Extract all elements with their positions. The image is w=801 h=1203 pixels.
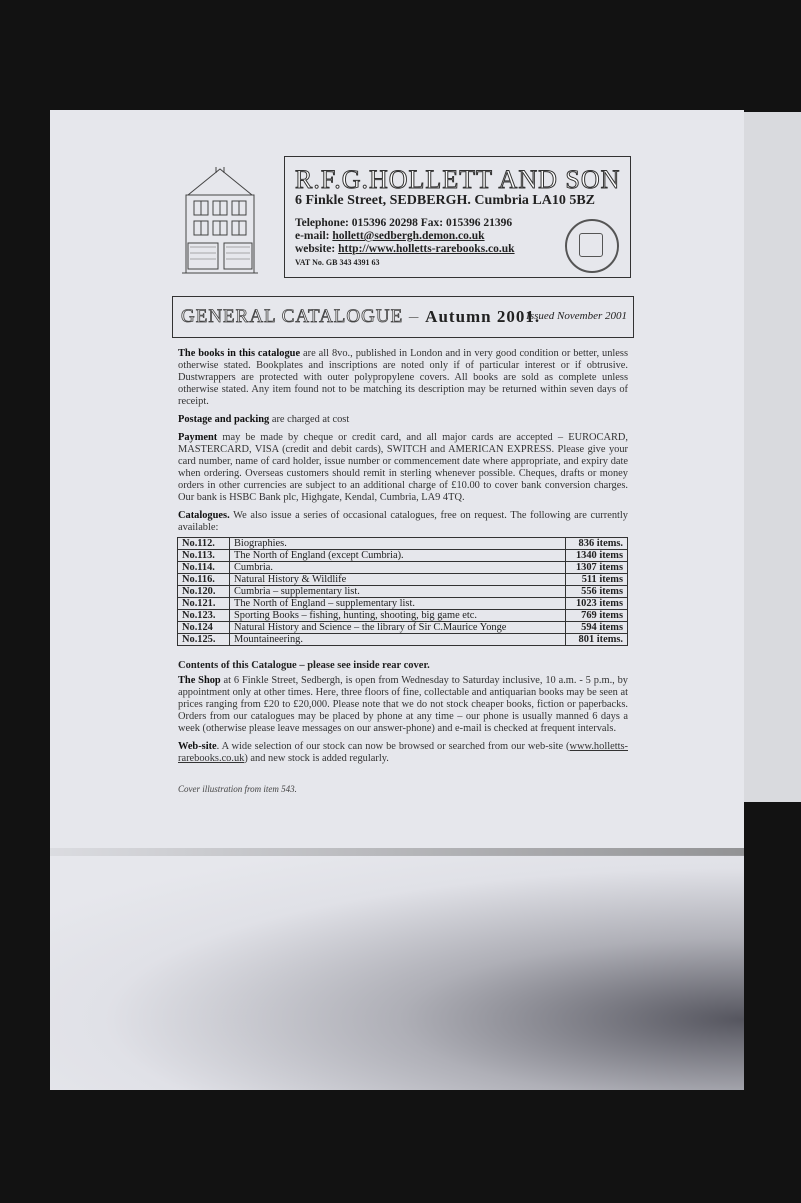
contact-block [295, 217, 515, 269]
catalogue-subject: The North of England (except Cumbria). [230, 550, 566, 562]
catalogue-count: 594 items [566, 622, 628, 634]
catalogue-title [181, 306, 540, 328]
web-paragraph [178, 741, 628, 765]
catalogue-issued-date: Issued November 2001 [526, 310, 627, 322]
catalogues-lead: Catalogues. [178, 510, 230, 521]
contents-note: Contents of this Catalogue – please see inside rear cover. [178, 660, 430, 671]
web-text: . A wide selection of our stock can now be browsed or searched from our web-site ( [216, 741, 570, 752]
catalogue-number: No.121. [178, 598, 230, 610]
catalogue-number: No.116. [178, 574, 230, 586]
catalogue-season: Autumn 2001. [425, 307, 541, 326]
table-row [178, 610, 628, 622]
table-row [178, 562, 628, 574]
catalogue-count: 1023 items [566, 598, 628, 610]
shop-paragraph [178, 675, 628, 735]
catalogue-number: No.112. [178, 538, 230, 550]
table-row [178, 598, 628, 610]
email-label: e-mail: [295, 230, 333, 242]
catalogue-count: 1340 items [566, 550, 628, 562]
intro-text [178, 348, 628, 540]
postage-text: are charged at cost [269, 414, 350, 425]
catalogue-count: 511 items [566, 574, 628, 586]
website-link[interactable]: http://www.holletts-rarebooks.co.uk [338, 243, 515, 255]
table-row [178, 538, 628, 550]
email-line [295, 230, 515, 243]
catalogue-count: 769 items [566, 610, 628, 622]
books-paragraph [178, 348, 628, 408]
catalogue-subject: Cumbria. [230, 562, 566, 574]
books-lead: The books in this catalogue [178, 348, 301, 359]
firm-address: 6 Finkle Street, SEDBERGH. Cumbria LA10 5BZ [295, 193, 595, 208]
website-label: website: [295, 243, 339, 255]
catalogue-subject: Sporting Books – fishing, hunting, shooting, big game etc. [230, 610, 566, 622]
catalogue-count: 801 items. [566, 634, 628, 646]
books-text: are all 8vo., published in London and in very good condition or better, unless otherwise stated. Bookplates and inscriptions are noted only if of particular interest or if obtrusive. Dustwrappers are protected with outer polypropylene covers. All books are sold as complete unless otherwise stated. Any item found not to be matching its description may be returned within seven days of receipt. [178, 348, 628, 407]
catalogue-subject: Natural History and Science – the library of Sir C.Maurice Yonge [230, 622, 566, 634]
web-link[interactable]: www.holletts-rarebooks.co.uk [178, 741, 628, 764]
firm-name: R.F.G.HOLLETT AND SON [295, 165, 621, 194]
catalogue-number: No.125. [178, 634, 230, 646]
catalogue-separator: – [408, 306, 420, 327]
table-row [178, 586, 628, 598]
catalogue-table [177, 537, 628, 646]
cover-note: Cover illustration from item 543. [178, 784, 297, 794]
book-icon [579, 233, 603, 257]
catalogue-name: GENERAL CATALOGUE [181, 306, 404, 327]
catalogue-subject: Cumbria – supplementary list. [230, 586, 566, 598]
payment-paragraph [178, 432, 628, 504]
telephone-line: Telephone: 015396 20298 Fax: 015396 21396 [295, 217, 513, 229]
catalogues-text: We also issue a series of occasional catalogues, free on request. The following are currently available: [178, 510, 628, 533]
shop-web-text [178, 675, 628, 771]
antiquarian-booksellers-seal-icon [565, 219, 619, 273]
email-link[interactable]: hollett@sedbergh.demon.co.uk [332, 230, 485, 242]
catalogue-number: No.113. [178, 550, 230, 562]
catalogue-page [50, 110, 744, 1090]
vat-number: VAT No. GB 343 4391 63 [295, 258, 380, 267]
postage-paragraph [178, 414, 628, 426]
catalogue-number: No.124 [178, 622, 230, 634]
payment-text: may be made by cheque or credit card, and all major cards are accepted – EUROCARD, MASTERCARD, VISA (credit and debit cards), SWITCH and AMERICAN EXPRESS. Please give your card number, name of card holder, issue number or commencement date where appropriate, and expiry date when ordering. Overseas customers should remit in sterling whenever possible. Cheques, drafts or money orders in other currencies are subject to an additional charge of £10.00 to cover bank conversion charges. Our bank is HSBC Bank plc, Highgate, Kendal, Cumbria, LA9 4TQ. [178, 432, 628, 503]
web-text-end: ) and new stock is added regularly. [244, 753, 389, 764]
table-row [178, 634, 628, 646]
catalogue-number: No.114. [178, 562, 230, 574]
catalogues-paragraph [178, 510, 628, 534]
letterhead-box [284, 156, 631, 278]
payment-lead: Payment [178, 432, 218, 443]
catalogue-count: 836 items. [566, 538, 628, 550]
photocopy-smudge [50, 855, 744, 1090]
table-row [178, 622, 628, 634]
shop-lead: The Shop [178, 675, 221, 686]
shop-text: at 6 Finkle Street, Sedbergh, is open from Wednesday to Saturday inclusive, 10 a.m. - 5 p.m., by appointment only at other times. Here, three floors of fine, collectable and antiquarian books may be seen at prices ranging from £20 to £20,000. Please note that we do not stock cheaper books, fiction or paperbacks. Orders from our catalogues may be placed by phone at any time – our phone is usually manned 6 days a week (otherwise please leave messages on our answer-phone) and e-mail is checked at frequent intervals. [178, 675, 628, 734]
postage-lead: Postage and packing [178, 414, 270, 425]
catalogue-subject: Natural History & Wildlife [230, 574, 566, 586]
catalogue-subject: Mountaineering. [230, 634, 566, 646]
web-lead: Web-site [178, 741, 217, 752]
catalogue-count: 556 items [566, 586, 628, 598]
catalogue-subject: The North of England – supplementary list. [230, 598, 566, 610]
table-row [178, 574, 628, 586]
shop-building-illustration [180, 165, 260, 277]
catalogue-subject: Biographies. [230, 538, 566, 550]
catalogue-title-box [172, 296, 634, 338]
catalogue-number: No.123. [178, 610, 230, 622]
catalogue-count: 1307 items [566, 562, 628, 574]
website-line [295, 243, 515, 256]
catalogue-number: No.120. [178, 586, 230, 598]
table-row [178, 550, 628, 562]
